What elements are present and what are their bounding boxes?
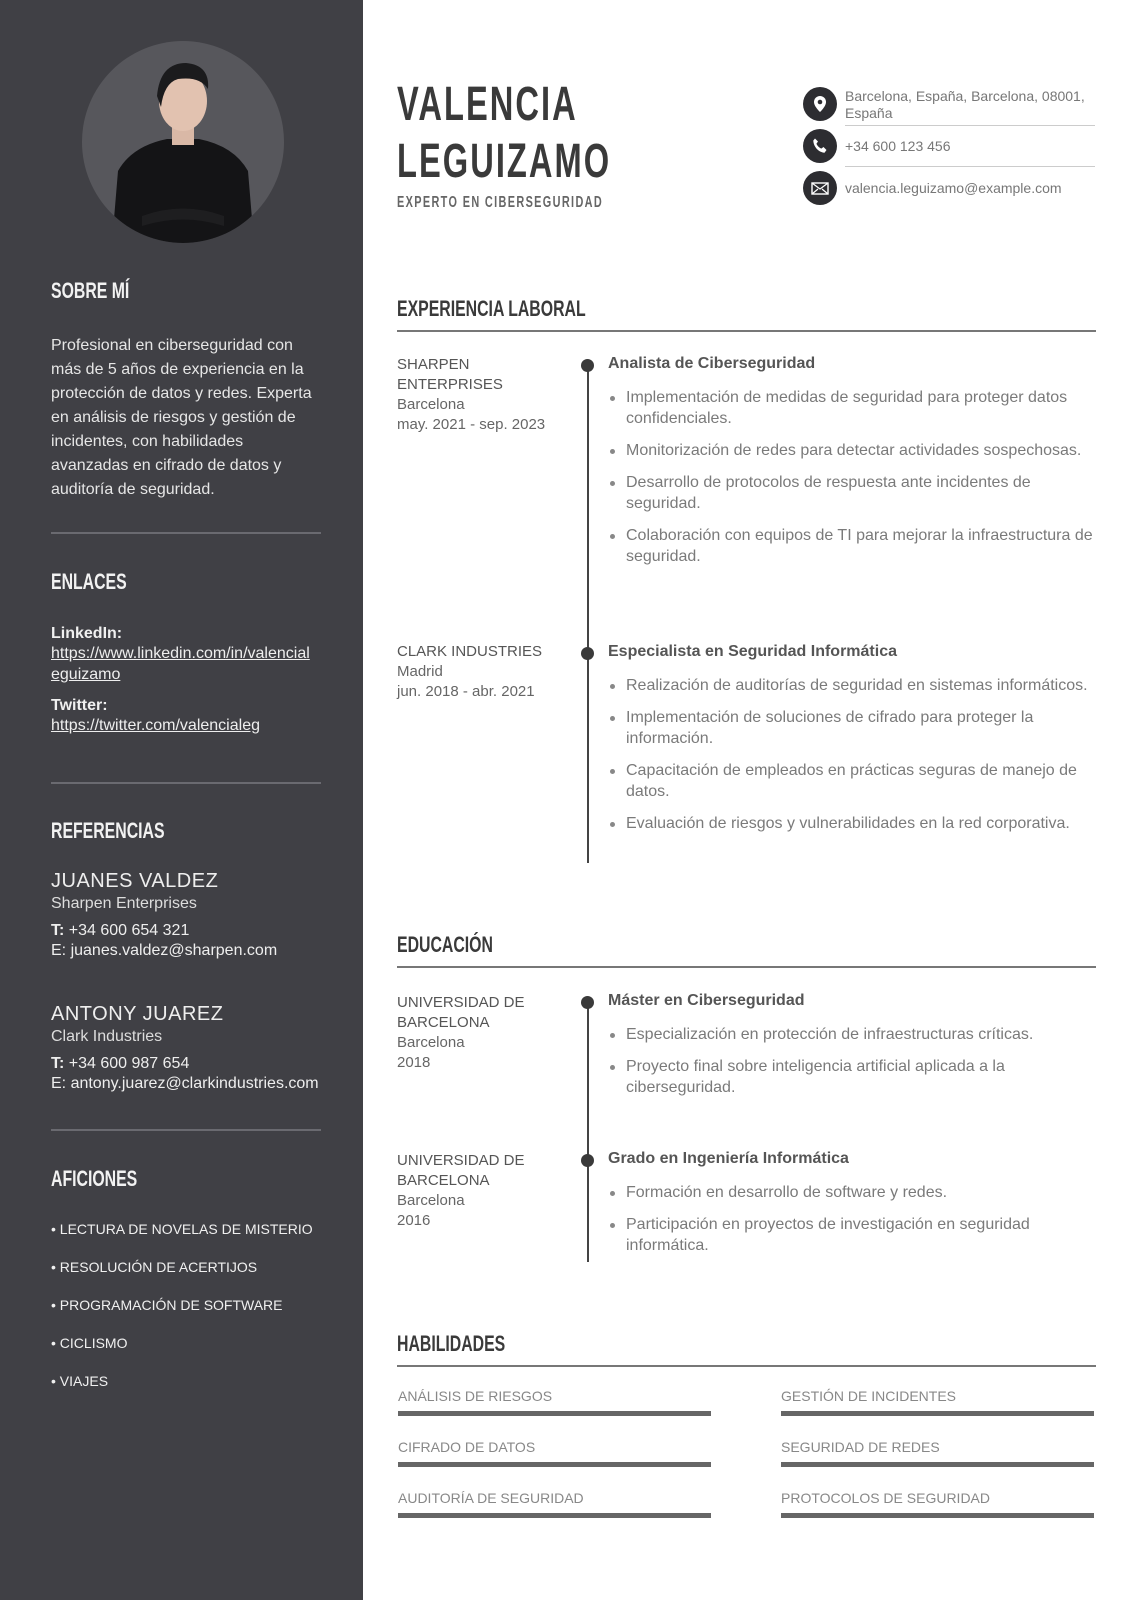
- skill-level-bar: [781, 1513, 1094, 1518]
- job-bullet: Desarrollo de protocolos de respuesta ante incidentes de seguridad.: [608, 472, 1098, 514]
- skill-name: GESTIÓN DE INCIDENTES: [781, 1388, 957, 1404]
- reference-company: Clark Industries: [51, 1028, 163, 1045]
- reference-email: E: juanes.valdez@sharpen.com: [51, 942, 278, 959]
- skill-level-fill: [398, 1513, 711, 1518]
- reference-phone: +34 600 654 321: [68, 922, 190, 939]
- divider: [845, 166, 1095, 167]
- education-bullet: Proyecto final sobre inteligencia artificial aplicada a la ciberseguridad.: [608, 1056, 1098, 1098]
- divider: [51, 1129, 321, 1131]
- school-name: UNIVERSIDAD DE BARCELONA: [397, 1152, 525, 1189]
- job-entry: [608, 643, 1098, 845]
- job-bullet: Colaboración con equipos de TI para mejorar la infraestructura de seguridad.: [608, 525, 1098, 567]
- job-dates: jun. 2018 - abr. 2021: [397, 683, 535, 700]
- timeline-dot: [581, 647, 594, 660]
- job-bullet: Implementación de soluciones de cifrado para proteger la información.: [608, 707, 1098, 749]
- phone-icon: [803, 129, 837, 163]
- graduation-year: 2016: [397, 1212, 431, 1229]
- job-bullet: Realización de auditorías de seguridad en sistemas informáticos.: [608, 675, 1098, 696]
- reference-name: JUANES VALDEZ: [51, 870, 219, 892]
- timeline-dot: [581, 359, 594, 372]
- school-info: [397, 993, 547, 1073]
- section-heading-references: REFERENCIAS: [51, 818, 165, 843]
- skill-level-bar: [781, 1411, 1094, 1416]
- job-bullet: Capacitación de empleados en prácticas seguras de manejo de datos.: [608, 760, 1098, 802]
- school-city: Barcelona: [397, 1034, 465, 1051]
- envelope-icon: [803, 171, 837, 205]
- company-city: Barcelona: [397, 396, 465, 413]
- education-entry: [608, 992, 1098, 1109]
- reference-name: ANTONY JUAREZ: [51, 1003, 224, 1025]
- contact-address: Barcelona, España, Barcelona, 08001, España: [845, 88, 1085, 121]
- phone-label: T:: [51, 922, 65, 939]
- section-heading-skills: HABILIDADES: [397, 1331, 506, 1356]
- section-heading-links: ENLACES: [51, 569, 127, 594]
- skill-name: CIFRADO DE DATOS: [398, 1439, 536, 1455]
- reference-phone: +34 600 987 654: [68, 1055, 190, 1072]
- timeline-line: [587, 366, 589, 863]
- skill-level-fill: [781, 1411, 1094, 1416]
- section-heading-education: EDUCACIÓN: [397, 932, 493, 957]
- contact-phone: +34 600 123 456: [845, 138, 951, 154]
- hobby-item: • VIAJES: [51, 1373, 109, 1389]
- divider: [397, 1365, 1096, 1367]
- first-name: VALENCIA: [397, 78, 578, 131]
- skill-name: SEGURIDAD DE REDES: [781, 1439, 940, 1455]
- education-bullet: Especialización en protección de infraestructuras críticas.: [608, 1024, 1098, 1045]
- section-heading-experience: EXPERIENCIA LABORAL: [397, 296, 586, 321]
- job-bullet: Monitorización de redes para detectar actividades sospechosas.: [608, 440, 1098, 461]
- degree-title: Grado en Ingeniería Informática: [608, 1150, 849, 1167]
- divider: [51, 782, 321, 784]
- company-info: [397, 642, 567, 702]
- skill-name: ANÁLISIS DE RIESGOS: [398, 1388, 553, 1404]
- hobby-item: • PROGRAMACIÓN DE SOFTWARE: [51, 1297, 283, 1313]
- divider: [845, 125, 1095, 126]
- job-bullet: Evaluación de riesgos y vulnerabilidades en la red corporativa.: [608, 813, 1098, 834]
- reference-company: Sharpen Enterprises: [51, 895, 197, 912]
- linkedin-label: LinkedIn:: [51, 625, 123, 642]
- school-info: [397, 1151, 547, 1231]
- company-name: SHARPEN ENTERPRISES: [397, 356, 503, 393]
- hobby-item: • LECTURA DE NOVELAS DE MISTERIO: [51, 1221, 313, 1237]
- last-name: LEGUIZAMO: [397, 135, 612, 188]
- twitter-label: Twitter:: [51, 697, 108, 714]
- contact-email[interactable]: valencia.leguizamo@example.com: [845, 180, 1062, 196]
- section-heading-hobbies: AFICIONES: [51, 1166, 138, 1191]
- timeline-dot: [581, 1154, 594, 1167]
- company-name: CLARK INDUSTRIES: [397, 643, 543, 660]
- company-info: [397, 355, 567, 435]
- job-title: EXPERTO EN CIBERSEGURIDAD: [397, 194, 604, 211]
- school-city: Barcelona: [397, 1192, 465, 1209]
- divider: [397, 966, 1096, 968]
- job-entry: [608, 355, 1098, 578]
- education-bullet: Participación en proyectos de investigación en seguridad informática.: [608, 1214, 1098, 1256]
- divider: [51, 532, 321, 534]
- divider: [397, 330, 1096, 332]
- timeline-line: [587, 1002, 589, 1262]
- hobby-item: • RESOLUCIÓN DE ACERTIJOS: [51, 1259, 258, 1275]
- job-bullet: Implementación de medidas de seguridad para proteger datos confidenciales.: [608, 387, 1098, 429]
- twitter-link[interactable]: https://twitter.com/valencialeg: [51, 717, 260, 734]
- person-portrait-icon: [82, 41, 284, 243]
- name-block: [397, 76, 712, 190]
- sidebar: [0, 0, 363, 1600]
- skill-level-fill: [398, 1462, 711, 1467]
- degree-title: Máster en Ciberseguridad: [608, 992, 805, 1009]
- education-entry: [608, 1150, 1098, 1267]
- school-name: UNIVERSIDAD DE BARCELONA: [397, 994, 525, 1031]
- skill-level-fill: [398, 1411, 711, 1416]
- hobby-item: • CICLISMO: [51, 1335, 128, 1351]
- skill-level-fill: [781, 1462, 1094, 1467]
- timeline-dot: [581, 996, 594, 1009]
- skill-level-fill: [781, 1513, 1094, 1518]
- reference-email: E: antony.juarez@clarkindustries.com: [51, 1075, 319, 1092]
- skill-level-bar: [398, 1462, 711, 1467]
- skill-level-bar: [781, 1462, 1094, 1467]
- linkedin-link[interactable]: https://www.linkedin.com/in/valencialeguizamo: [51, 645, 310, 683]
- about-text: Profesional en ciberseguridad con más de 5 años de experiencia en la protección de datos y redes. Experta en análisis de riesgos y gestión de incidentes, con habilidades avanzadas en cifrado de datos y auditoría de seguridad.: [51, 337, 312, 498]
- section-heading-about: SOBRE MÍ: [51, 278, 130, 303]
- reference-item: [51, 1003, 319, 1094]
- profile-photo: [82, 41, 284, 243]
- job-role: Especialista en Seguridad Informática: [608, 643, 897, 660]
- company-city: Madrid: [397, 663, 443, 680]
- skill-name: AUDITORÍA DE SEGURIDAD: [398, 1490, 584, 1506]
- graduation-year: 2018: [397, 1054, 431, 1071]
- skill-name: PROTOCOLOS DE SEGURIDAD: [781, 1490, 991, 1506]
- skill-level-bar: [398, 1411, 711, 1416]
- phone-label: T:: [51, 1055, 65, 1072]
- map-pin-icon: [803, 87, 837, 121]
- skill-level-bar: [398, 1513, 711, 1518]
- job-dates: may. 2021 - sep. 2023: [397, 416, 546, 433]
- education-bullet: Formación en desarrollo de software y redes.: [608, 1182, 1098, 1203]
- job-role: Analista de Ciberseguridad: [608, 355, 816, 372]
- reference-item: [51, 870, 277, 961]
